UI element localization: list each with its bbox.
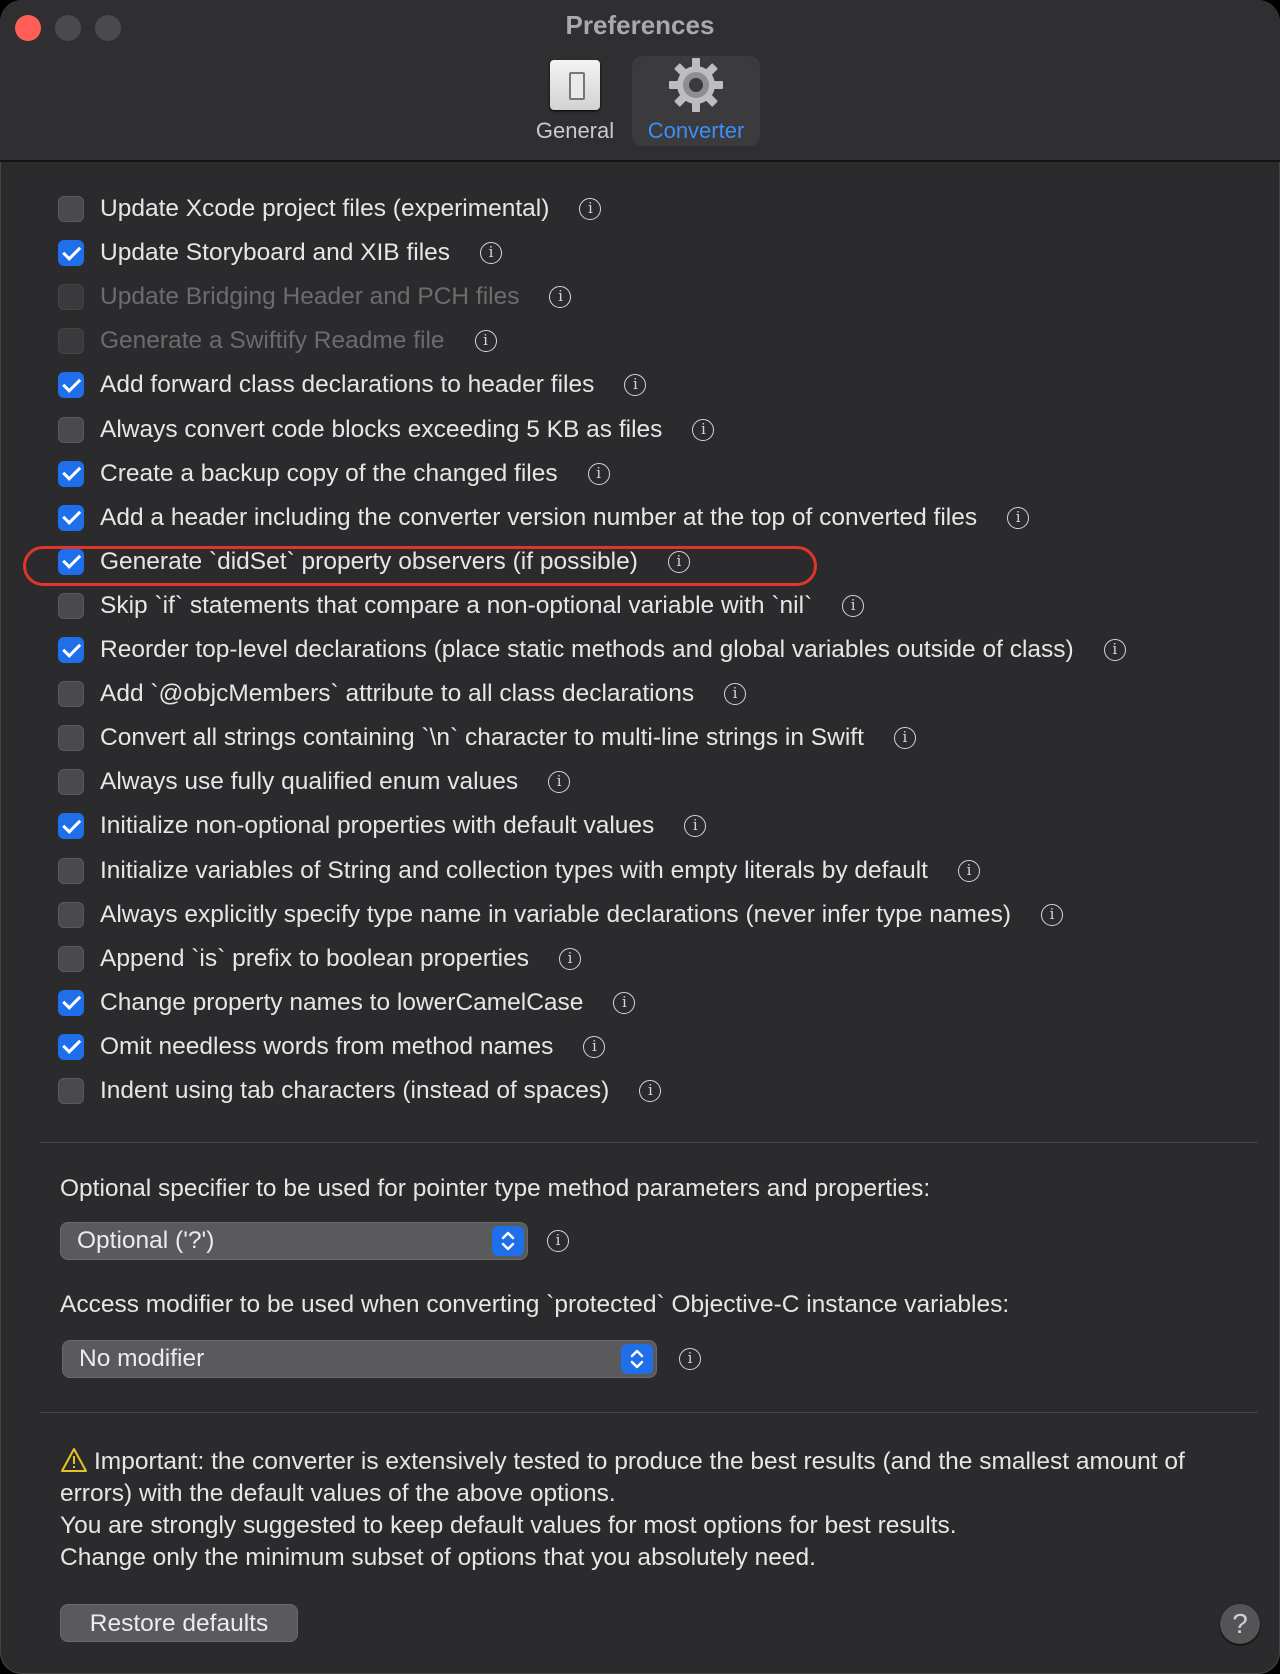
option-row — [58, 943, 581, 975]
divider — [40, 1142, 1258, 1143]
option-row — [58, 237, 502, 269]
option-checkbox[interactable] — [58, 946, 84, 972]
option-checkbox[interactable] — [58, 637, 84, 663]
notice-line-3: Change only the minimum subset of options that you absolutely need. — [60, 1544, 816, 1571]
optional-specifier-value: Optional ('?') — [77, 1227, 215, 1254]
option-checkbox[interactable] — [58, 1034, 84, 1060]
option-row — [58, 502, 1029, 534]
option-row — [58, 414, 714, 446]
option-label[interactable]: Reorder top-level declarations (place static methods and global variables outside of class) — [100, 636, 1074, 663]
info-icon[interactable]: i — [583, 1036, 605, 1058]
optional-specifier-popup[interactable] — [60, 1222, 528, 1260]
option-label[interactable]: Always explicitly specify type name in variable declarations (never infer type names) — [100, 900, 1011, 928]
updown-chevron-icon — [492, 1226, 524, 1256]
info-icon[interactable]: i — [559, 948, 581, 970]
option-checkbox[interactable] — [58, 813, 84, 839]
info-icon[interactable]: i — [475, 330, 497, 352]
option-checkbox[interactable] — [58, 769, 84, 795]
option-checkbox[interactable] — [58, 372, 84, 398]
option-checkbox[interactable] — [58, 240, 84, 266]
restore-defaults-button[interactable]: Restore defaults — [60, 1604, 298, 1642]
info-icon[interactable]: i — [1104, 639, 1126, 661]
info-icon[interactable]: i — [549, 286, 571, 308]
window-title: Preferences — [565, 10, 715, 40]
info-icon[interactable]: i — [894, 727, 916, 749]
option-checkbox[interactable] — [58, 461, 84, 487]
option-row — [58, 369, 646, 401]
option-checkbox[interactable] — [58, 505, 84, 531]
optional-specifier-label: Optional specifier to be used for pointer type method parameters and properties: — [60, 1175, 931, 1202]
option-row — [58, 855, 980, 887]
info-icon[interactable]: i — [724, 683, 746, 705]
updown-chevron-icon — [621, 1344, 653, 1374]
option-label[interactable]: Create a backup copy of the changed files — [100, 459, 558, 487]
option-label: Generate a Swiftify Readme file — [100, 327, 445, 355]
option-label[interactable]: Add forward class declarations to header files — [100, 371, 595, 399]
info-icon[interactable]: i — [958, 860, 980, 882]
option-label[interactable]: Generate `didSet` property observers (if possible) — [100, 547, 638, 575]
access-modifier-label: Access modifier to be used when converting `protected` Objective-C instance variables: — [60, 1291, 1010, 1318]
option-checkbox[interactable] — [58, 990, 84, 1016]
switch-icon — [550, 60, 600, 110]
option-label[interactable]: Always use fully qualified enum values — [100, 768, 519, 796]
option-label[interactable]: Initialize non-optional properties with default values — [100, 812, 655, 840]
tab-converter[interactable] — [632, 56, 760, 146]
option-row — [58, 281, 571, 313]
option-label[interactable]: Add `@objcMembers` attribute to all class declarations — [100, 680, 695, 708]
option-row — [58, 458, 610, 490]
info-icon[interactable]: i — [480, 242, 502, 264]
notice-line-1: Important: the converter is extensively tested to produce the best results (and the smallest amount of errors) with the default values of the above options. — [60, 1448, 1185, 1507]
info-icon[interactable]: i — [684, 815, 706, 837]
option-checkbox — [58, 328, 84, 354]
info-icon[interactable]: i — [692, 419, 714, 441]
gear-icon — [667, 56, 725, 114]
info-icon[interactable]: i — [547, 1230, 569, 1252]
option-label[interactable]: Initialize variables of String and collection types with empty literals by default — [100, 856, 928, 884]
option-row — [58, 1075, 661, 1107]
tab-general[interactable] — [530, 56, 620, 146]
option-checkbox[interactable] — [58, 549, 84, 575]
option-checkbox[interactable] — [58, 593, 84, 619]
option-row — [58, 1031, 605, 1063]
option-row — [58, 634, 1126, 666]
info-icon[interactable]: i — [579, 198, 601, 220]
info-icon[interactable]: i — [842, 595, 864, 617]
access-modifier-value: No modifier — [79, 1345, 205, 1372]
option-row — [58, 546, 690, 578]
option-checkbox[interactable] — [58, 681, 84, 707]
option-checkbox[interactable] — [58, 902, 84, 928]
option-row — [58, 899, 1063, 931]
option-row — [58, 325, 497, 357]
option-label[interactable]: Change property names to lowerCamelCase — [100, 988, 584, 1016]
option-label[interactable]: Skip `if` statements that compare a non-optional variable with `nil` — [100, 591, 813, 619]
option-label[interactable]: Indent using tab characters (instead of spaces) — [100, 1077, 610, 1104]
option-label[interactable]: Update Storyboard and XIB files — [100, 239, 451, 267]
info-icon[interactable]: i — [679, 1348, 701, 1370]
info-icon[interactable]: i — [624, 374, 646, 396]
option-row — [58, 987, 635, 1019]
option-checkbox[interactable] — [58, 417, 84, 443]
warning-icon — [60, 1447, 88, 1473]
option-checkbox — [58, 284, 84, 310]
info-icon[interactable]: i — [588, 463, 610, 485]
option-label[interactable]: Always convert code blocks exceeding 5 KB as files — [100, 415, 663, 443]
info-icon[interactable]: i — [639, 1080, 661, 1102]
tab-general-label: General — [535, 118, 615, 143]
option-checkbox[interactable] — [58, 1078, 84, 1104]
option-label[interactable]: Update Xcode project files (experimental) — [100, 195, 550, 222]
tab-converter-label: Converter — [647, 118, 745, 143]
info-icon[interactable]: i — [1041, 904, 1063, 926]
info-icon[interactable]: i — [668, 551, 690, 573]
option-label[interactable]: Append `is` prefix to boolean properties — [100, 944, 530, 972]
option-row — [58, 722, 916, 754]
option-checkbox[interactable] — [58, 725, 84, 751]
notice-line-2: You are strongly suggested to keep default values for most options for best results. — [60, 1512, 957, 1539]
option-label[interactable]: Add a header including the converter version number at the top of converted files — [100, 503, 978, 531]
option-label[interactable]: Convert all strings containing `\n` character to multi-line strings in Swift — [100, 724, 864, 752]
option-label: Update Bridging Header and PCH files — [100, 283, 520, 311]
important-notice — [60, 1446, 1220, 1574]
option-checkbox[interactable] — [58, 196, 84, 222]
title-bar — [0, 0, 1280, 162]
option-row — [58, 810, 706, 842]
divider — [40, 1412, 1258, 1413]
help-button[interactable]: ? — [1220, 1604, 1260, 1644]
option-checkbox[interactable] — [58, 858, 84, 884]
access-modifier-popup[interactable] — [62, 1340, 657, 1378]
info-icon[interactable]: i — [1007, 507, 1029, 529]
option-row — [58, 678, 746, 710]
option-row — [58, 193, 601, 225]
option-label[interactable]: Omit needless words from method names — [100, 1032, 554, 1060]
option-row — [58, 590, 864, 622]
info-icon[interactable]: i — [613, 992, 635, 1014]
option-row — [58, 766, 570, 798]
info-icon[interactable]: i — [548, 771, 570, 793]
